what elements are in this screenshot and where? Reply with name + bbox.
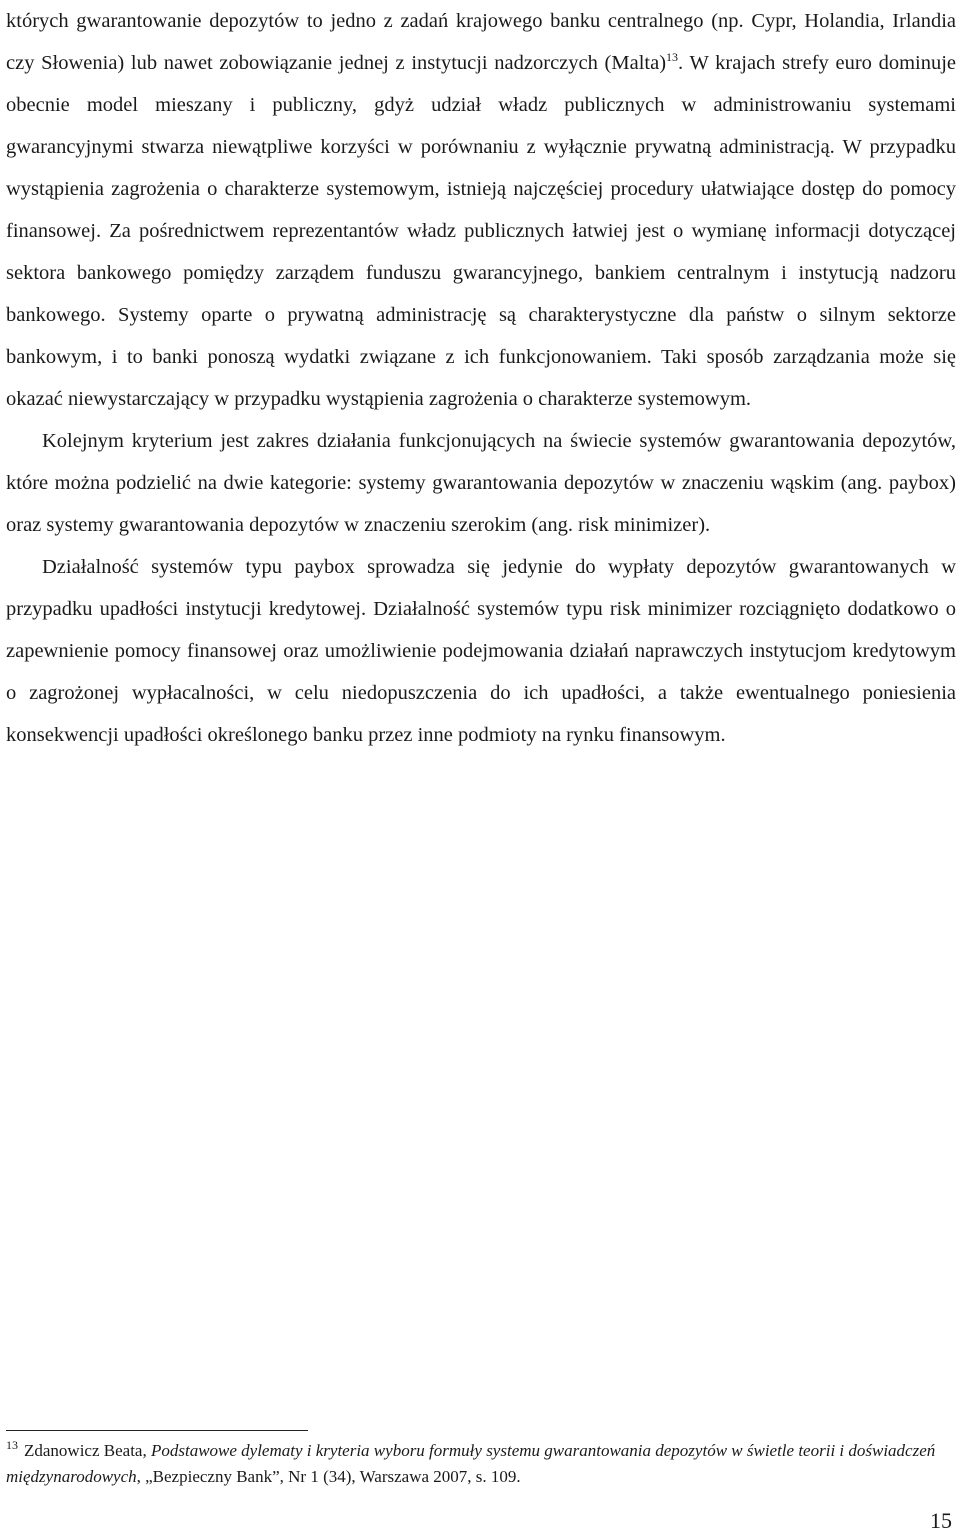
- footnote-reference[interactable]: 13: [666, 50, 679, 65]
- footnote-separator: [6, 1430, 308, 1431]
- footnote-number: 13: [6, 1438, 18, 1453]
- footnote-source: , „Bezpieczny Bank”, Nr 1 (34), Warszawa 2007, s. 109.: [136, 1467, 521, 1486]
- footnote-title: Podstawowe dylematy i kryteria wyboru formuły systemu gwarantowania depozytów w świetle teorii i doświadczeń międzynarodowych: [6, 1441, 936, 1486]
- page-number: 15: [930, 1508, 952, 1533]
- document-page: [6, 0, 956, 756]
- footnote: [6, 1438, 956, 1490]
- footnote-author: Zdanowicz Beata,: [24, 1441, 151, 1460]
- paragraph-1-text-after-ref: . W krajach strefy euro dominuje obecnie model mieszany i publiczny, gdyż udział władz publicznych w administrowaniu systemami gwarancyjnymi stwarza niewątpliwe korzyści w porównaniu z wyłącznie prywatną administracją. W przypadku wystąpienia zagrożenia o charakterze systemowym, istnieją najczęściej procedury ułatwiające dostęp do pomocy finansowej. Za pośrednictwem reprezentantów władz publicznych łatwiej jest o wymianę informacji dotyczącej sektora bankowego pomiędzy zarządem funduszu gwarancyjnego, bankiem centralnym i instytucją nadzoru bankowego. Systemy oparte o prywatną administrację są charakterystyczne dla państw o silnym sektorze bankowym, i to banki ponoszą wydatki związane z ich funkcjonowaniem. Taki sposób zarządzania może się okazać niewystarczający w przypadku wystąpienia zagrożenia o charakterze systemowym.: [6, 52, 957, 410]
- paragraph-3: Działalność systemów typu paybox sprowadza się jedynie do wypłaty depozytów gwarantowanych w przypadku upadłości instytucji kredytowej. Działalność systemów typu risk minimizer rozciągnięto dodatkowo o zapewnienie pomocy finansowej oraz umożliwienie podejmowania działań naprawczych instytucjom kredytowym o zagrożonej wypłacalności, w celu niedopuszczenia do ich upadłości, a także ewentualnego poniesienia konsekwencji upadłości określonego banku przez inne podmioty na rynku finansowym.: [6, 556, 956, 746]
- paragraph-2: Kolejnym kryterium jest zakres działania funkcjonujących na świecie systemów gwarantowania depozytów, które można podzielić na dwie kategorie: systemy gwarantowania depozytów w znaczeniu wąskim (ang. paybox) oraz systemy gwarantowania depozytów w znaczeniu szerokim (ang. risk minimizer).: [6, 430, 956, 536]
- paragraph-1: [6, 0, 956, 420]
- paragraph-1-text-before-ref: których gwarantowanie depozytów to jedno z zadań krajowego banku centralnego (np. Cypr, Holandia, Irlandia czy Słowenia) lub nawet zobowiązanie jednej z instytucji nadzorczych (Malta): [6, 10, 956, 74]
